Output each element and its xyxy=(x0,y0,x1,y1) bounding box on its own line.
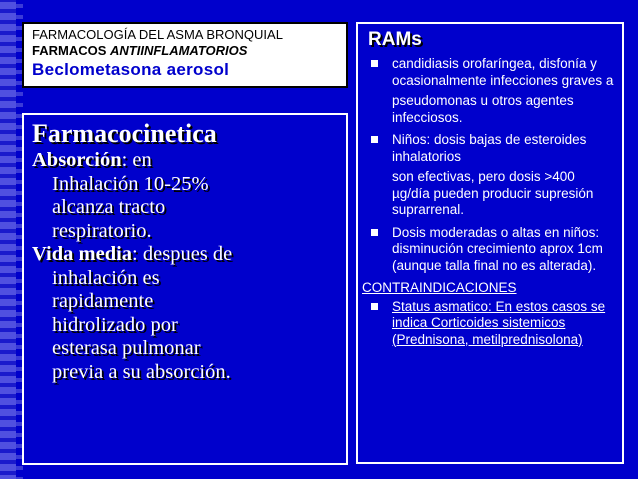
rams-list-item: Niños: dosis bajas de esteroides inhalatorios son efectivas, pero dosis >400 µg/día pueden producir supresión suprarrenal. xyxy=(368,132,616,219)
adverse-reactions-panel xyxy=(356,22,624,464)
half-life-line: rapidamente xyxy=(52,290,154,312)
rams-title: RAMs xyxy=(368,29,422,50)
header-subtitle: FARMACOS ANTIINFLAMATORIOS xyxy=(32,43,248,58)
half-life-heading: Vida media: despues de xyxy=(32,243,233,265)
contraindication-item: Status asmatico: En estos casos se indica Corticoides sistemicos (Prednisona, metilprednisolona) xyxy=(368,299,616,349)
pharmacokinetics-panel xyxy=(22,113,348,465)
decorative-left-bar xyxy=(0,0,16,479)
absorption-heading: Absorción: en xyxy=(32,149,152,171)
square-bullet-icon xyxy=(371,136,378,143)
half-life-line: previa a su absorción. xyxy=(52,360,231,383)
contraindications-heading: CONTRAINDICACIONES xyxy=(362,280,517,295)
panel-title: Farmacocinetica xyxy=(32,119,217,148)
absorption-line: alcanza tracto xyxy=(52,196,166,218)
square-bullet-icon xyxy=(371,229,378,236)
square-bullet-icon xyxy=(371,303,378,310)
absorption-line: Inhalación 10-25% xyxy=(52,172,209,195)
half-life-line: esterasa pulmonar xyxy=(52,337,201,359)
half-life-line: hidrolizado por xyxy=(52,313,178,336)
rams-list-item: Dosis moderadas o altas en niños: disminución crecimiento aprox 1cm (aunque talla final no es alterada). xyxy=(368,225,616,275)
header-drug-name: Beclometasona aerosol xyxy=(32,60,230,79)
half-life-line: inhalación es xyxy=(52,266,160,289)
slide-header xyxy=(22,22,348,88)
header-topic: FARMACOLOGÍA DEL ASMA BRONQUIAL xyxy=(32,27,283,42)
square-bullet-icon xyxy=(371,60,378,67)
rams-list-item: candidiasis orofaríngea, disfonía y ocasionalmente infecciones graves a pseudomonas u otros agentes infecciosos. xyxy=(368,56,616,126)
absorption-line: respiratorio. xyxy=(52,219,152,242)
